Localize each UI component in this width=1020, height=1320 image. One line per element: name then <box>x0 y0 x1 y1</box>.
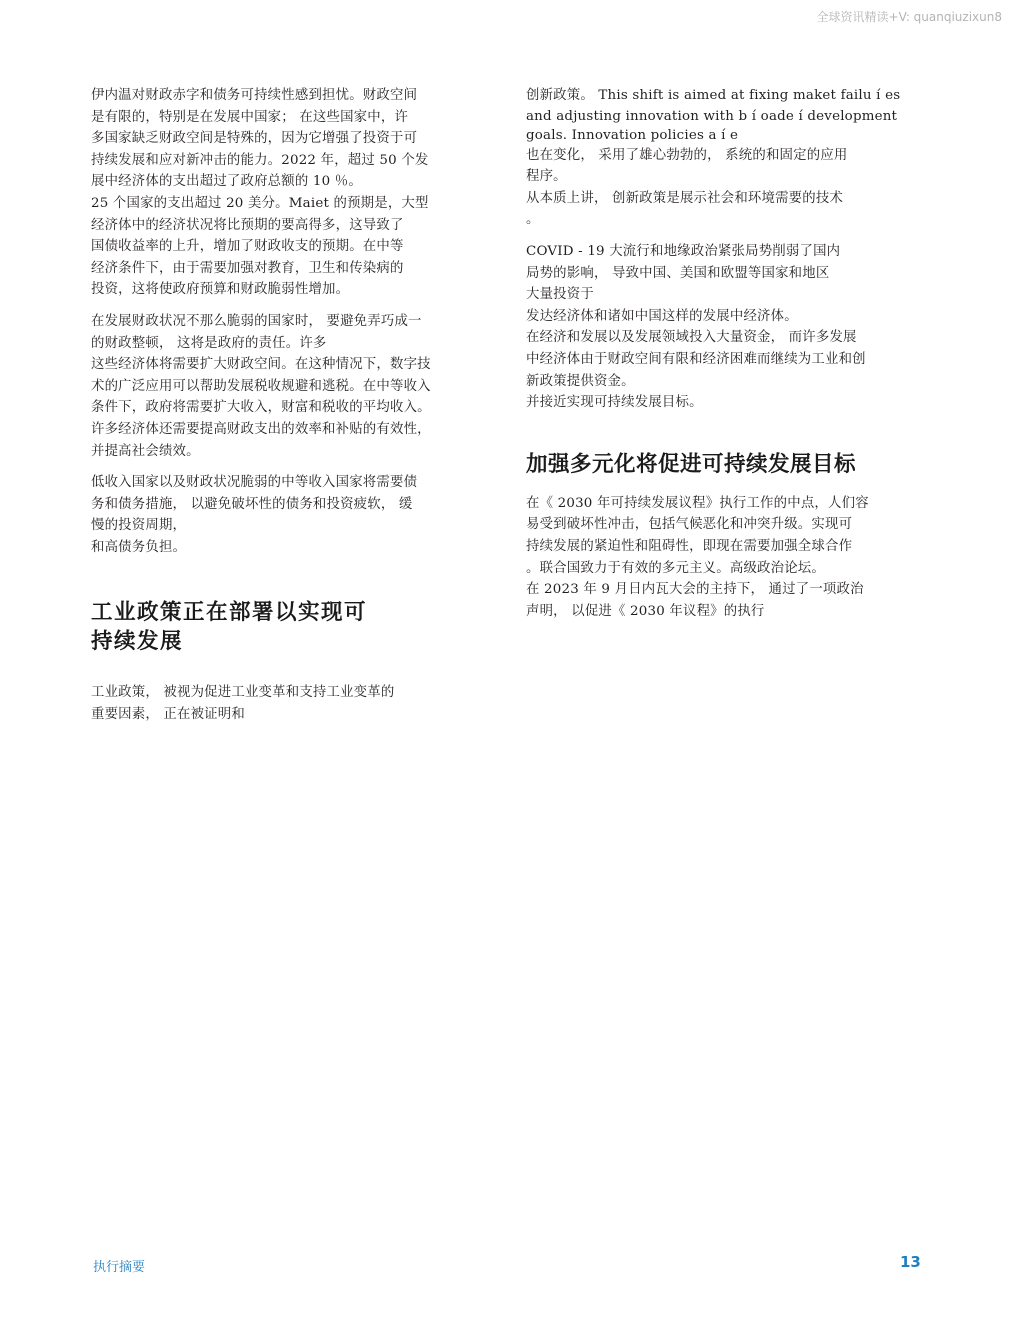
text-line: 条件下，政府将需要扩大收入，财富和税收的平均收入。 <box>91 400 431 416</box>
text-line: 创新政策。 This shift is aimed at fixing maket failu í es <box>526 88 901 103</box>
text-line: 也在变化， 采用了雄心勃勃的， 系统的和固定的应用 <box>526 147 848 163</box>
text-line: 投资，这将使政府预算和财政脆弱性增加。 <box>91 282 350 298</box>
right-paragraph-2 <box>526 241 928 414</box>
heading-line: 工业政策正在部署以实现可 <box>91 600 368 626</box>
text-line: 持续发展和应对新冲击的能力。2022 年，超过 50 个发 <box>91 152 429 168</box>
text-line: 易受到破坏性冲击，包括气候恶化和冲突升级。实现可 <box>526 517 853 533</box>
text-line: 在发展财政状况不那么脆弱的国家时， 要避免弄巧成一 <box>91 313 422 329</box>
text-line: 展中经济体的支出超过了政府总额的 10 ％。 <box>91 174 362 190</box>
right-column <box>526 85 928 622</box>
text-line: 和高债务负担。 <box>91 539 187 555</box>
text-line: 低收入国家以及财政状况脆弱的中等收入国家将需要债 <box>91 475 418 491</box>
left-paragraph-4 <box>91 682 491 725</box>
text-line: 并提高社会绩效。 <box>91 443 200 459</box>
text-line: 这些经济体将需要扩大财政空间。在这种情况下，数字技 <box>91 357 431 373</box>
text-line: 并接近实现可持续发展目标。 <box>526 395 703 411</box>
watermark-text: 全球资讯精读+V: quanqiuzixun8 <box>816 10 1002 24</box>
text-line: 持续发展的紧迫性和阻碍性，即现在需要加强全球合作 <box>526 538 853 554</box>
section-heading-diversification: 加强多元化将促进可持续发展目标 <box>526 451 857 477</box>
text-line: COVID - 19 大流行和地缘政治紧张局势削弱了国内 <box>526 243 841 259</box>
page-number: 13 <box>900 1253 921 1271</box>
left-paragraph-2 <box>91 311 491 462</box>
text-line: 在经济和发展以及发展领域投入大量资金， 而许多发展 <box>526 330 857 346</box>
text-line: 多国家缺乏财政空间是特殊的，因为它增强了投资于可 <box>91 131 418 147</box>
text-line: 经济条件下，由于需要加强对教育，卫生和传染病的 <box>91 260 404 276</box>
text-line: 重要因素， 正在被证明和 <box>91 707 245 723</box>
text-line: 中经济体由于财政空间有限和经济困难而继续为工业和创 <box>526 351 866 367</box>
text-line: 声明， 以促进《 2030 年议程》的执行 <box>526 603 765 619</box>
text-line: 25 个国家的支出超过 20 美分。Maiet 的预期是，大型 <box>91 195 429 211</box>
text-line: goals. Innovation policies a í e <box>526 127 739 143</box>
left-column <box>91 85 491 726</box>
text-line: 的财政整顿， 这将是政府的责任。许多 <box>91 335 327 351</box>
text-line: 新政策提供资金。 <box>526 373 635 389</box>
text-line: 国债收益率的上升，增加了财政收支的预期。在中等 <box>91 239 404 255</box>
text-line: 程序。 <box>526 169 567 185</box>
text-line: 局势的影响， 导致中国、美国和欧盟等国家和地区 <box>526 265 830 281</box>
text-line: 大量投资于 <box>526 287 594 303</box>
text-line: 。联合国致力于有效的多元主义。高级政治论坛。 <box>526 560 825 576</box>
text-line: and adjusting innovation with b í oade í development <box>526 108 898 124</box>
text-line: 工业政策， 被视为促进工业变革和支持工业变革的 <box>91 685 395 701</box>
text-line: 务和债务措施， 以避免破坏性的债务和投资疲软， 缓 <box>91 496 413 512</box>
text-line: 经济体中的经济状况将比预期的要高得多，这导致了 <box>91 217 404 233</box>
left-paragraph-3 <box>91 472 491 558</box>
text-line: 术的广泛应用可以帮助发展税收规避和逃税。在中等收入 <box>91 378 431 394</box>
text-line: 许多经济体还需要提高财政支出的效率和补贴的有效性， <box>91 421 431 437</box>
section-heading-industrial-policy <box>91 598 491 656</box>
text-line: 发达经济体和诸如中国这样的发展中经济体。 <box>526 308 798 324</box>
text-line: 是有限的，特别是在发展中国家； 在这些国家中，许 <box>91 109 409 125</box>
text-line: 慢的投资周期， <box>91 518 187 534</box>
left-paragraph-1 <box>91 85 491 301</box>
text-line: 。 <box>526 212 540 228</box>
text-line: 从本质上讲， 创新政策是展示社会和环境需要的技术 <box>526 190 844 206</box>
text-line: 在《 2030 年可持续发展议程》执行工作的中点，人们容 <box>526 495 869 511</box>
text-line: 伊内温对财政赤字和债务可持续性感到担忧。财政空间 <box>91 88 418 103</box>
footer-section-label: 执行摘要 <box>93 1260 146 1275</box>
heading-line: 持续发展 <box>91 629 184 655</box>
right-paragraph-3 <box>526 493 928 623</box>
right-paragraph-1 <box>526 85 928 231</box>
text-line: 在 2023 年 9 月日内瓦大会的主持下， 通过了一项政治 <box>526 582 864 598</box>
